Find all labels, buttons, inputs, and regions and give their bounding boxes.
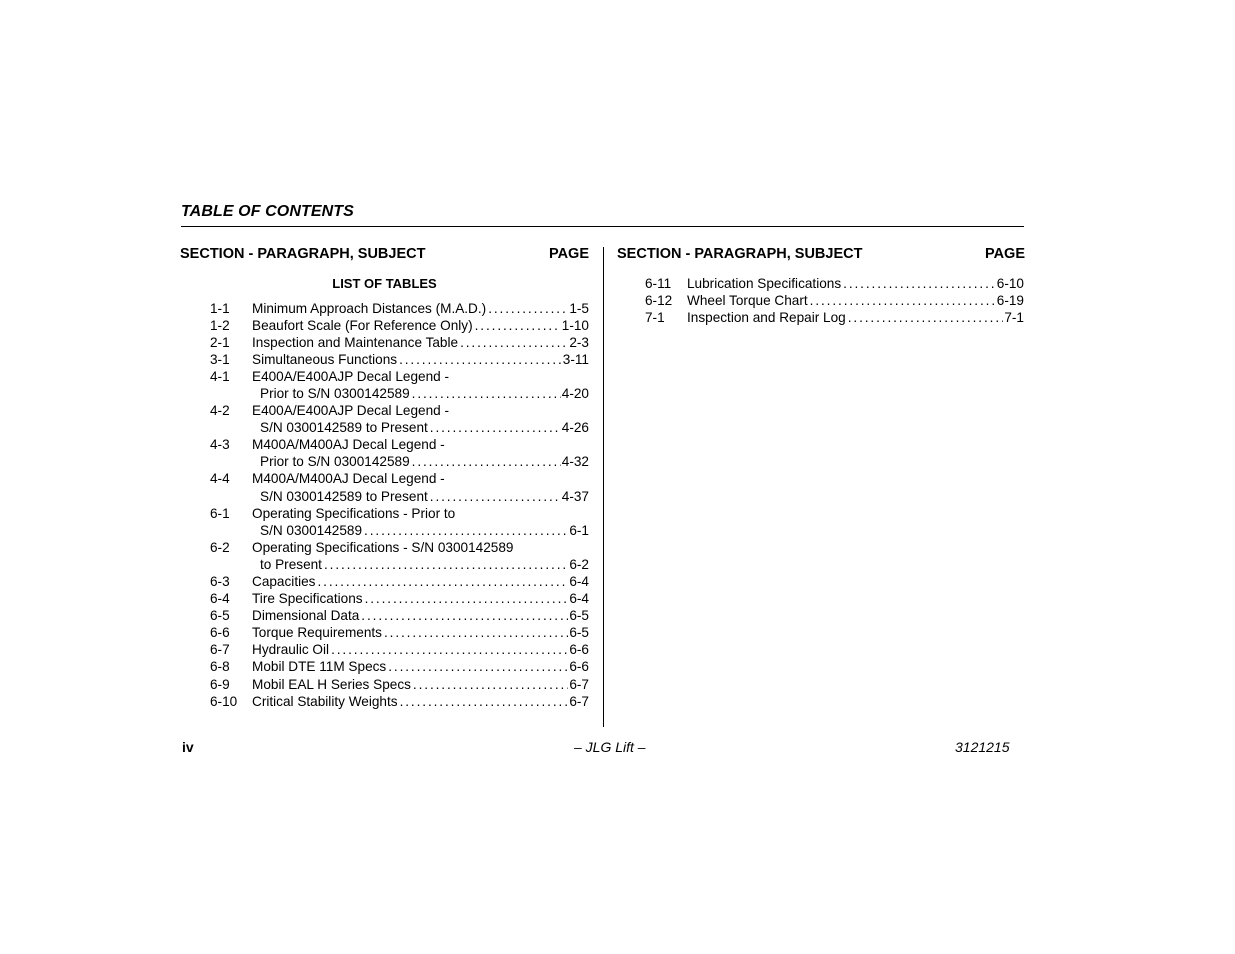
page-reference: 7-1 (1004, 310, 1024, 326)
page-reference: 6-10 (996, 276, 1024, 291)
subject-header: SECTION - PARAGRAPH, SUBJECT (617, 246, 863, 262)
table-title: Operating Specifications - Prior to (252, 505, 456, 521)
footer-publisher: – JLG Lift – (574, 739, 646, 755)
table-number: 6-6 (210, 625, 230, 641)
table-number: 6-4 (210, 591, 230, 607)
page-reference: 6-7 (569, 676, 589, 692)
table-title: Minimum Approach Distances (M.A.D.) (252, 300, 487, 316)
table-number: 6-11 (645, 276, 672, 291)
table-number: 6-12 (645, 293, 673, 309)
dot-leader (388, 658, 568, 675)
table-title: Tire Specifications (252, 591, 363, 607)
table-title: Prior to S/N 0300142589 (260, 454, 410, 470)
title-rule (181, 226, 1024, 227)
toc-entry[interactable] (210, 624, 589, 641)
page-reference: 6-7 (569, 693, 589, 709)
table-number: 2-1 (210, 334, 230, 350)
table-title: S/N 0300142589 to Present (260, 488, 428, 504)
toc-entry[interactable] (210, 317, 589, 334)
table-title: M400A/M400AJ Decal Legend - (252, 471, 445, 487)
toc-entry[interactable] (645, 275, 1024, 292)
table-number: 4-2 (210, 403, 230, 419)
dot-leader (460, 334, 568, 351)
table-number: 6-1 (210, 505, 230, 521)
toc-entry[interactable] (210, 693, 589, 710)
table-number: 6-10 (210, 693, 238, 709)
table-number: 7-1 (645, 310, 665, 326)
page-reference: 3-11 (562, 351, 589, 367)
toc-entry[interactable] (645, 292, 1024, 309)
dot-leader (324, 556, 568, 573)
page-reference: 6-4 (569, 591, 589, 607)
page-header: PAGE (984, 246, 1025, 262)
dot-leader (848, 309, 1004, 326)
page-reference: 4-32 (561, 454, 589, 470)
toc-entry[interactable] (210, 676, 589, 693)
table-title: Hydraulic Oil (252, 642, 330, 658)
table-title: Beaufort Scale (For Reference Only) (252, 317, 473, 333)
dot-leader (843, 275, 996, 292)
table-title: Mobil EAL H Series Specs (252, 676, 411, 692)
dot-leader (399, 351, 562, 368)
page-reference: 6-1 (569, 522, 589, 538)
dot-leader (365, 590, 569, 607)
table-number: 6-5 (210, 608, 230, 624)
page-reference: 1-5 (569, 300, 589, 316)
table-number: 4-3 (210, 437, 230, 453)
page-header: PAGE (548, 246, 589, 262)
list-of-tables-heading: LIST OF TABLES (332, 276, 437, 291)
toc-entry[interactable] (210, 470, 589, 504)
table-number: 3-1 (210, 351, 230, 367)
dot-leader (430, 419, 561, 436)
table-title: E400A/E400AJP Decal Legend - (252, 368, 449, 384)
footer-page-number: iv (182, 739, 194, 755)
footer-document-number: 3121215 (955, 739, 1010, 755)
toc-entry[interactable] (210, 300, 589, 317)
right-column-header (617, 246, 1025, 262)
dot-leader (400, 693, 569, 710)
page-reference: 6-6 (569, 659, 589, 675)
dot-leader (331, 641, 568, 658)
table-title: Torque Requirements (252, 625, 382, 641)
dot-leader (412, 453, 561, 470)
dot-leader (413, 676, 568, 693)
table-title: to Present (260, 556, 322, 572)
table-title: Operating Specifications - S/N 0300142589 (252, 539, 514, 555)
table-title: M400A/M400AJ Decal Legend - (252, 437, 445, 453)
table-number: 6-9 (210, 676, 230, 692)
dot-leader (317, 573, 568, 590)
table-title: Dimensional Data (252, 608, 360, 624)
dot-leader (488, 300, 568, 317)
page-title: TABLE OF CONTENTS (181, 203, 354, 220)
table-number: 1-1 (210, 300, 230, 316)
page-reference: 6-19 (996, 293, 1024, 309)
dot-leader (361, 607, 568, 624)
subject-header: SECTION - PARAGRAPH, SUBJECT (180, 246, 426, 262)
table-title: Mobil DTE 11M Specs (252, 659, 387, 675)
table-title: Inspection and Maintenance Table (252, 334, 459, 350)
table-title: E400A/E400AJP Decal Legend - (252, 403, 449, 419)
toc-entry[interactable] (210, 573, 589, 590)
table-number: 6-3 (210, 574, 230, 589)
page-reference: 1-10 (561, 317, 589, 333)
left-toc-list (210, 300, 589, 710)
table-title: S/N 0300142589 to Present (260, 420, 428, 436)
dot-leader (412, 385, 561, 402)
table-title: S/N 0300142589 (260, 522, 363, 538)
table-number: 6-7 (210, 642, 230, 658)
table-title: Lubrication Specifications (687, 276, 842, 291)
page-reference: 6-5 (569, 608, 589, 624)
table-title: Inspection and Repair Log (687, 310, 846, 326)
table-number: 4-1 (210, 368, 230, 384)
table-title: Prior to S/N 0300142589 (260, 385, 410, 401)
dot-leader (475, 317, 561, 334)
page-reference: 4-26 (561, 420, 589, 436)
page-reference: 4-37 (561, 488, 589, 504)
toc-entry[interactable] (210, 590, 589, 607)
page-reference: 2-3 (569, 334, 589, 350)
toc-entry[interactable] (210, 607, 589, 624)
table-number: 1-2 (210, 317, 230, 333)
dot-leader (384, 624, 568, 641)
page-reference: 6-2 (569, 556, 589, 572)
page-reference: 6-6 (569, 642, 589, 658)
dot-leader (364, 522, 568, 539)
toc-entry[interactable] (210, 539, 589, 573)
toc-entry[interactable] (210, 658, 589, 675)
dot-leader (810, 292, 996, 309)
toc-entry[interactable] (210, 436, 589, 470)
toc-entry[interactable] (210, 334, 589, 351)
table-title: Critical Stability Weights (252, 693, 398, 709)
toc-entry[interactable] (210, 505, 589, 539)
table-number: 4-4 (210, 471, 230, 487)
toc-entry[interactable] (210, 641, 589, 658)
table-title: Simultaneous Functions (252, 351, 398, 367)
table-number: 6-8 (210, 659, 230, 675)
table-title: Capacities (252, 574, 316, 589)
toc-entry[interactable] (645, 309, 1024, 326)
table-number: 6-2 (210, 539, 230, 555)
dot-leader (430, 488, 561, 505)
toc-entry[interactable] (210, 351, 589, 368)
left-column-header (180, 246, 589, 262)
page-reference: 6-4 (569, 574, 589, 589)
toc-entry[interactable] (210, 368, 589, 402)
table-title: Wheel Torque Chart (687, 293, 808, 309)
column-divider (603, 247, 604, 727)
right-toc-list (645, 275, 1024, 326)
toc-entry[interactable] (210, 402, 589, 436)
page-reference: 6-5 (569, 625, 589, 641)
page-reference: 4-20 (561, 385, 589, 401)
